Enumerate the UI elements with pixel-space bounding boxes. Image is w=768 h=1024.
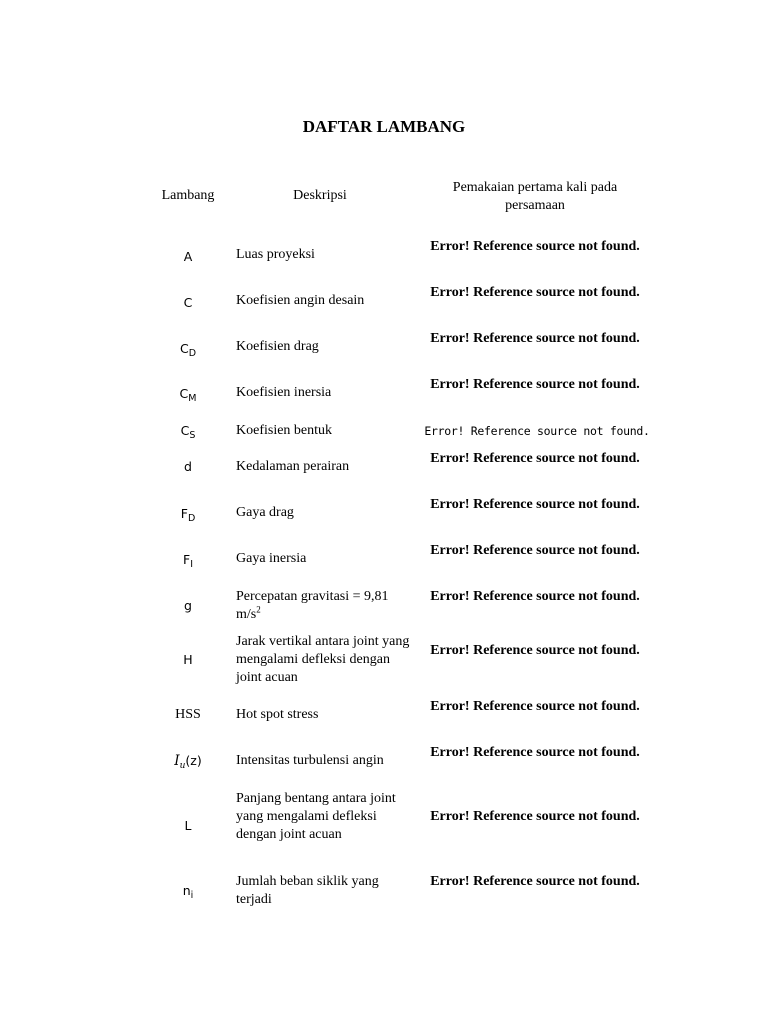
description-cell: Koefisien angin desain [236,293,365,308]
reference-cell: Error! Reference source not found. [430,699,640,714]
symbol-subscript: M [188,393,197,404]
reference-cell: Error! Reference source not found. [430,285,640,300]
reference-cell: Error! Reference source not found. [430,331,640,346]
symbol-main: d [184,459,192,474]
description-cell: Koefisien drag [236,339,319,354]
header-reference: Pemakaian pertama kali pada persamaan [452,180,618,213]
symbol-cell [150,752,226,772]
symbol-main: A [183,249,193,264]
symbol-subscript: i [190,890,194,901]
symbol-suffix: (z) [185,753,202,768]
symbol-subscript: D [187,513,196,524]
reference-cell: Error! Reference source not found. [424,424,650,438]
description-cell: Kedalaman perairan [236,459,350,474]
reference-cell: Error! Reference source not found. [430,874,640,889]
symbol-main: F [180,506,188,521]
description-cell: Jumlah beban siklik yang terjadi [236,874,379,907]
description-cell: Koefisien inersia [236,385,332,400]
reference-cell: Error! Reference source not found. [430,543,640,558]
symbol-cell [150,882,226,902]
description-cell: Luas proyeksi [236,247,315,262]
symbol-cell [150,340,226,360]
reference-cell: Error! Reference source not found. [430,239,640,254]
symbol-main: n [182,883,191,898]
description-cell [236,588,412,624]
symbol-cell [150,597,226,615]
symbol-main: L [184,818,192,833]
reference-cell: Error! Reference source not found. [430,745,640,760]
symbol-main: F [182,552,191,567]
symbol-cell [150,551,226,571]
symbol-cell [150,458,226,476]
symbol-cell [150,505,226,525]
symbol-subscript: S [189,430,196,441]
symbol-cell [150,651,226,669]
reference-cell: Error! Reference source not found. [430,377,640,392]
symbol-cell [150,422,226,442]
description-cell: Jarak vertikal antara joint yang mengalami defleksi dengan joint acuan [236,634,410,685]
symbol-main: C [183,295,193,310]
page-title: DAFTAR LAMBANG [302,117,466,136]
header-description: Deskripsi [293,188,347,203]
symbol-cell [150,294,226,312]
symbol-subscript: D [188,348,197,359]
description-cell: Gaya inersia [236,551,307,566]
symbol-main: C [179,386,189,401]
header-symbol: Lambang [161,188,215,203]
description-superscript: 2 [256,604,261,615]
reference-cell: Error! Reference source not found. [430,589,640,604]
description-cell: Panjang bentang antara joint yang mengalami defleksi dengan joint acuan [236,791,396,842]
symbol-main: g [184,598,192,613]
description-cell: Hot spot stress [236,707,319,722]
symbol-main: C [180,423,190,438]
symbol-main: H [183,652,193,667]
symbol-cell [150,385,226,405]
symbol-main: HSS [175,707,201,722]
symbol-subscript: u [179,761,186,771]
reference-cell: Error! Reference source not found. [430,497,640,512]
reference-cell: Error! Reference source not found. [430,809,640,824]
description-text: Percepatan gravitasi = 9,81 m/s [236,589,389,622]
description-cell: Koefisien bentuk [236,423,333,438]
symbol-cell [150,817,226,835]
symbol-main: I [174,753,180,769]
reference-cell: Error! Reference source not found. [430,451,640,466]
symbol-subscript: I [190,559,193,570]
symbol-cell [150,248,226,266]
symbol-cell [150,706,226,724]
reference-cell: Error! Reference source not found. [430,643,640,658]
description-cell: Intensitas turbulensi angin [236,753,384,768]
symbol-main: C [179,341,189,356]
description-cell: Gaya drag [236,505,294,520]
